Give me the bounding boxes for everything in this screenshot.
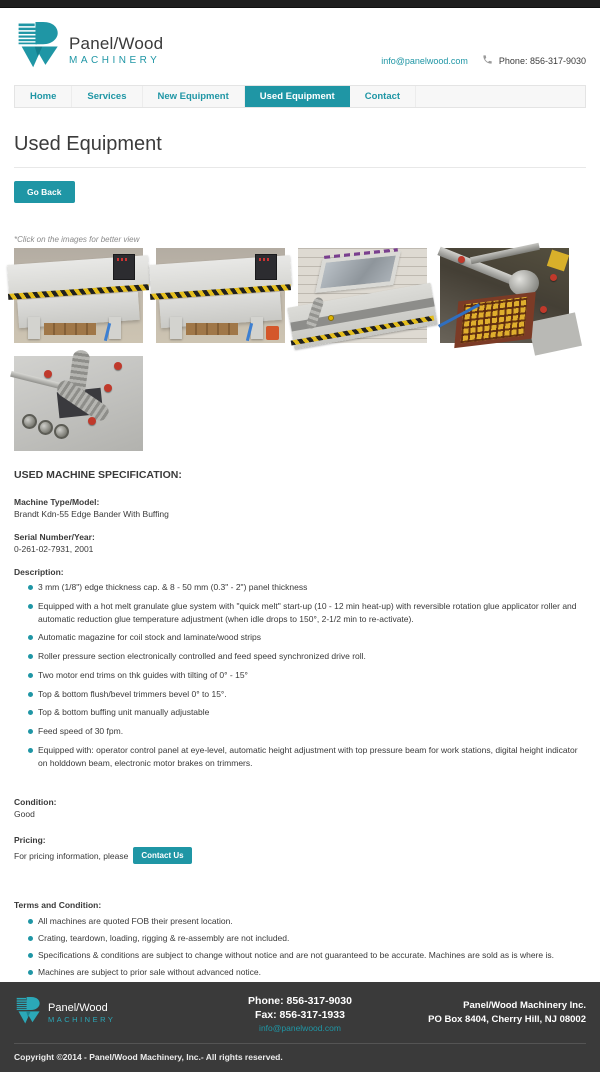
- footer-logo-line2: MACHINERY: [48, 1015, 116, 1025]
- header: [0, 8, 600, 81]
- footer-fax: Fax: 856-317-1933: [255, 1008, 345, 1021]
- footer-copyright: Copyright ©2014 - Panel/Wood Machinery, Inc.- All rights reserved.: [14, 1052, 283, 1063]
- footer-company: Panel/Wood Machinery Inc.: [463, 999, 586, 1011]
- logo-line2: MACHINERY: [69, 55, 161, 66]
- equipment-photo-row-2: [14, 356, 586, 451]
- logo-line1: Panel/Wood: [69, 34, 164, 53]
- condition-value: Good: [14, 809, 35, 820]
- footer-phone: Phone: 856-317-9030: [248, 994, 352, 1007]
- footer-address: PO Box 8404, Cherry Hill, NJ 08002: [428, 1014, 586, 1026]
- footer-logo-line1: Panel/Wood: [48, 1002, 108, 1015]
- description-item: 3 mm (1/8") edge thickness cap. & 8 - 50 mm (0.3" - 2") panel thickness: [38, 581, 586, 594]
- footer-logo-text: [48, 1002, 115, 1024]
- header-email-link[interactable]: info@panelwood.com: [381, 55, 468, 66]
- equipment-photo-3[interactable]: [298, 248, 427, 343]
- machine-type-field: [14, 497, 586, 519]
- description-list: [14, 581, 586, 769]
- nav-item-home[interactable]: Home: [15, 86, 72, 107]
- header-contact: [381, 54, 586, 75]
- description-item: Feed speed of 30 fpm.: [38, 725, 586, 738]
- header-phone: Phone: 856-317-9030: [498, 55, 586, 66]
- description-item: Roller pressure section electronically controlled and feed speed synchronized drive roll.: [38, 650, 586, 663]
- condition-field: [14, 797, 586, 819]
- terms-section: [14, 900, 586, 978]
- go-back-button[interactable]: Go Back: [14, 181, 75, 203]
- footer-email-link[interactable]: info@panelwood.com: [259, 1022, 341, 1033]
- description-section: [14, 567, 586, 769]
- footer-main-row: [14, 993, 586, 1033]
- top-bar: [0, 0, 600, 8]
- pw-logo-icon: [14, 20, 60, 75]
- nav-item-new-equipment[interactable]: New Equipment: [143, 86, 245, 107]
- pricing-label: Pricing:: [14, 835, 46, 846]
- equipment-photo-4[interactable]: [440, 248, 569, 343]
- equipment-photo-row-1: [14, 248, 586, 343]
- terms-label: Terms and Condition:: [14, 900, 102, 911]
- main-nav: [14, 85, 586, 108]
- description-item: Automatic magazine for coil stock and laminate/wood strips: [38, 631, 586, 644]
- condition-label: Condition:: [14, 797, 57, 808]
- company-logo[interactable]: [14, 20, 163, 75]
- description-label: Description:: [14, 567, 64, 577]
- serial-label: Serial Number/Year:: [14, 532, 95, 542]
- contact-us-button[interactable]: Contact Us: [133, 847, 191, 864]
- footer-contact-block: [248, 994, 352, 1033]
- serial-field: [14, 532, 586, 554]
- pricing-text: For pricing information, please: [14, 850, 129, 861]
- serial-value: 0-261-02-7931, 2001: [14, 544, 94, 554]
- nav-item-used-equipment[interactable]: Used Equipment: [245, 86, 350, 107]
- main-content: [0, 108, 600, 982]
- terms-list: [14, 915, 586, 978]
- terms-item: All machines are quoted FOB their present location.: [38, 915, 586, 928]
- description-item: Equipped with a hot melt granulate glue system with "quick melt" start-up (10 - 12 min heat-up) with reversible rotation glue applicator roller and automatic reduction glue temperature adjustment (when idle drops to 150°, 2-1/2 min to re-activate).: [38, 600, 586, 626]
- equipment-photo-1[interactable]: [14, 248, 143, 343]
- footer-logo[interactable]: [14, 996, 115, 1030]
- footer-address-block: [428, 999, 586, 1028]
- phone-icon: [482, 54, 493, 67]
- logo-text: [69, 34, 163, 66]
- terms-item: Specifications & conditions are subject to change without notice and are not guaranteed to be accurate. Machines are sold as is where is.: [38, 949, 586, 962]
- description-item: Equipped with: operator control panel at eye-level, automatic height adjustment with top pressure beam for work stations, digital height indicator on holddown beam, electronic motor brakes on trimmers.: [38, 744, 586, 770]
- equipment-photo-2[interactable]: [156, 248, 285, 343]
- page-title: Used Equipment: [14, 133, 162, 155]
- footer: [0, 982, 600, 1072]
- description-item: Top & bottom buffing unit manually adjustable: [38, 706, 586, 719]
- title-divider: [14, 167, 586, 168]
- spec-heading: USED MACHINE SPECIFICATION:: [14, 469, 182, 481]
- pw-logo-icon: [14, 996, 41, 1030]
- description-item: Two motor end trims on thk guides with tilting of 0° - 15°: [38, 669, 586, 682]
- machine-type-label: Machine Type/Model:: [14, 497, 100, 507]
- nav-item-services[interactable]: Services: [72, 86, 142, 107]
- terms-item: Crating, teardown, loading, rigging & re-assembly are not included.: [38, 932, 586, 945]
- images-note: *Click on the images for better view: [14, 235, 140, 244]
- terms-item: Machines are subject to prior sale without advanced notice.: [38, 966, 586, 979]
- description-item: Top & bottom flush/bevel trimmers bevel 0° to 15°.: [38, 688, 586, 701]
- nav-item-contact[interactable]: Contact: [350, 86, 416, 107]
- pricing-section: [14, 835, 586, 864]
- machine-type-value: Brandt Kdn-55 Edge Bander With Buffing: [14, 509, 169, 519]
- equipment-photo-5[interactable]: [14, 356, 143, 451]
